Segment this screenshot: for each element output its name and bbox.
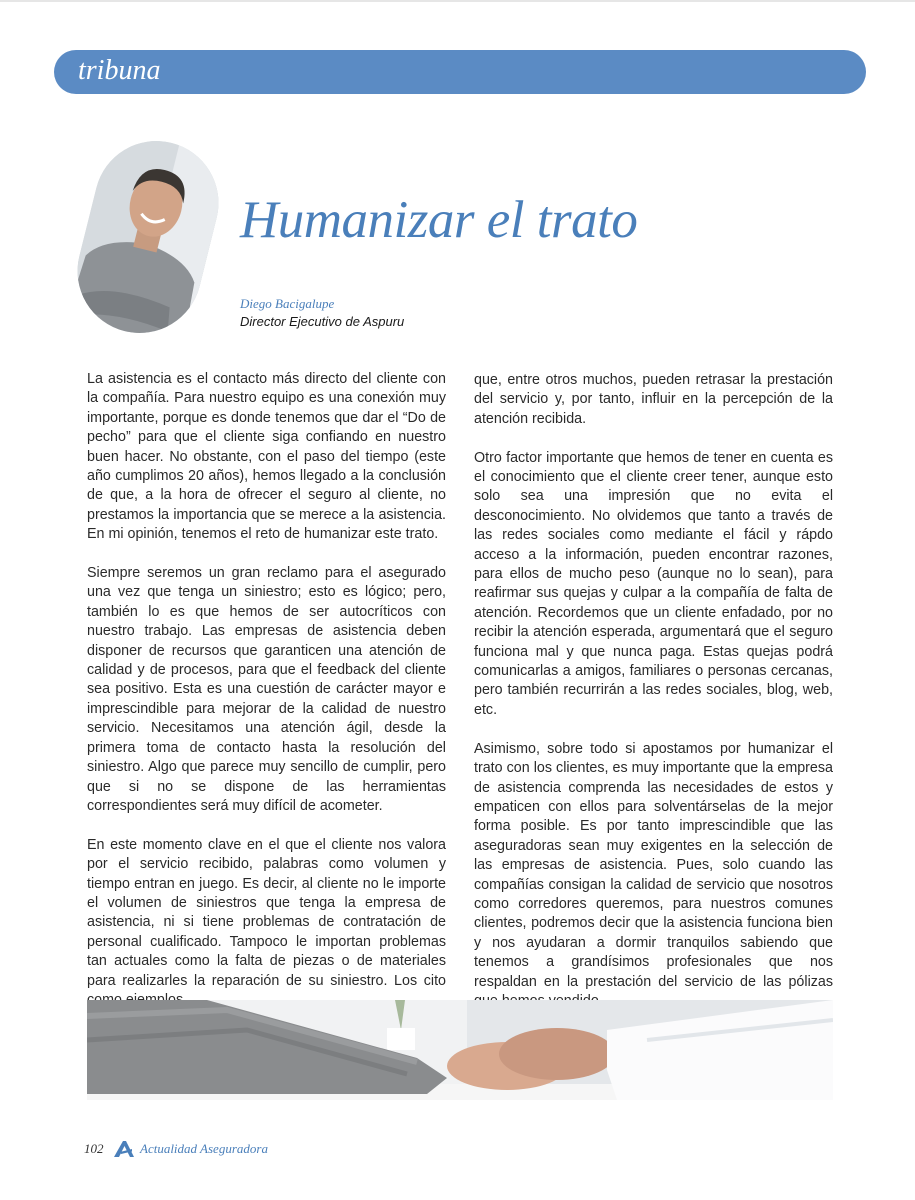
paragraph: La asistencia es el contacto más directo del cliente con la compañía. Para nuestro equipo es una conexión muy importante, porque es donde tenemos que dar el “Do de pecho” para que el cliente siga confiando en nuestro buen hacer. No obstante, con el paso del tiempo (este año cumplimos 20 años), hemos llegado a la conclusión de que, a la hora de ofrecer el seguro al cliente, no prestamos la importancia que se merece a la asistencia. En mi opinión, tenemos el reto de humanizar este trato. <box>87 371 446 543</box>
author-portrait-image <box>64 128 231 346</box>
page-number: 102 <box>84 1141 104 1156</box>
author-portrait <box>64 128 231 346</box>
article-column-left <box>87 370 446 1030</box>
author-name: Diego Bacigalupe <box>240 296 335 311</box>
paragraph: Asimismo, sobre todo si apostamos por humanizar el trato con los clientes, es muy importante que la empresa de asistencia comprenda las necesidades de estos y empaticen con ellos para solventárselas de la mejor forma posible. Es por tanto imprescindible que las aseguradoras sean muy exigentes en la selección de las empresas de asistencia. Pues, solo cuando las compañías consigan la calidad de servicio que nosotros como corredores queremos, para nuestros comunes clientes, podremos decir que la asistencia funciona bien y nos ayudaran a dormir tranquilos sabiendo que tenemos a grandísimos profesionales que nos respaldan en la prestación del servicio de las pólizas <box>474 740 833 990</box>
handshake-photo <box>87 1000 833 1100</box>
paragraph: Otro factor importante que hemos de tener en cuenta es el conocimiento que el cliente creer tener, aunque esto solo sea una impresión que no evita el desconocimiento. No olvidemos que tanto a través de las redes sociales como mediante el fácil y rápdo acceso a la información, pueden encontrar razones, para ellos de mucho peso (aunque no lo sean), para reafirmar sus quejas y culpar a la compañía de falta de atención. Recordemos que un cliente enfadado, por no recibir la atención esperada, argumentará que el seguro funciona mal y que nunca paga. Estas quejas podrá comunicarlas a amigos, familiares o personas cercanas, pero también recurrirán a las redes sociales, blog, web, etc. <box>474 449 833 718</box>
section-label: tribuna <box>78 55 161 86</box>
paragraph: En este momento clave en el que el cliente nos valora por el servicio recibido, palabras como volumen y tiempo entran en juego. Es decir, al cliente no le importe el volumen de siniestros que tenga la empresa de asistencia, ni si tiene problemas de contratación de personal cualificado. Tampoco le importan problemas tan actuales como la falta de piezas o de materiales para realizarles la reparación de su siniestro. Los cito <box>87 836 446 989</box>
paragraph: que, entre otros muchos, pueden retrasar la prestación del servicio y, por tanto, influir en la percepción de la atención recibida. <box>474 372 833 427</box>
publication-name: Actualidad Aseguradora <box>140 1141 268 1156</box>
article-title: Humanizar el trato <box>240 191 638 249</box>
publication-logo-icon <box>112 1140 136 1158</box>
top-border <box>0 0 915 2</box>
hands-image <box>87 1000 833 1100</box>
paragraph: Siempre seremos un gran reclamo para el asegurado una vez que tenga un siniestro; esto es lógico; pero, también lo es que hemos de ser autocríticos con nuestro trabajo. Las empresas de asistencia deben disponer de recursos que garanticen una atención de calidad y de procesos, para que el feedback del cliente sea positivo. Esta es una cuestión de carácter mayor e imprescindible para mejorar de la calidad de nuestro servicio. Necesitamos una atención ágil, desde la primera toma de contacto hasta la resolución del siniestro. Algo que parece muy sencillo de cumplir, pero que si no se dispone de las herramientas correspondientes será muy difícil de acometer. <box>87 565 446 814</box>
author-role: Director Ejecutivo de Aspuru <box>240 314 405 329</box>
section-header-bar <box>54 50 866 94</box>
article-column-right <box>474 371 833 1031</box>
